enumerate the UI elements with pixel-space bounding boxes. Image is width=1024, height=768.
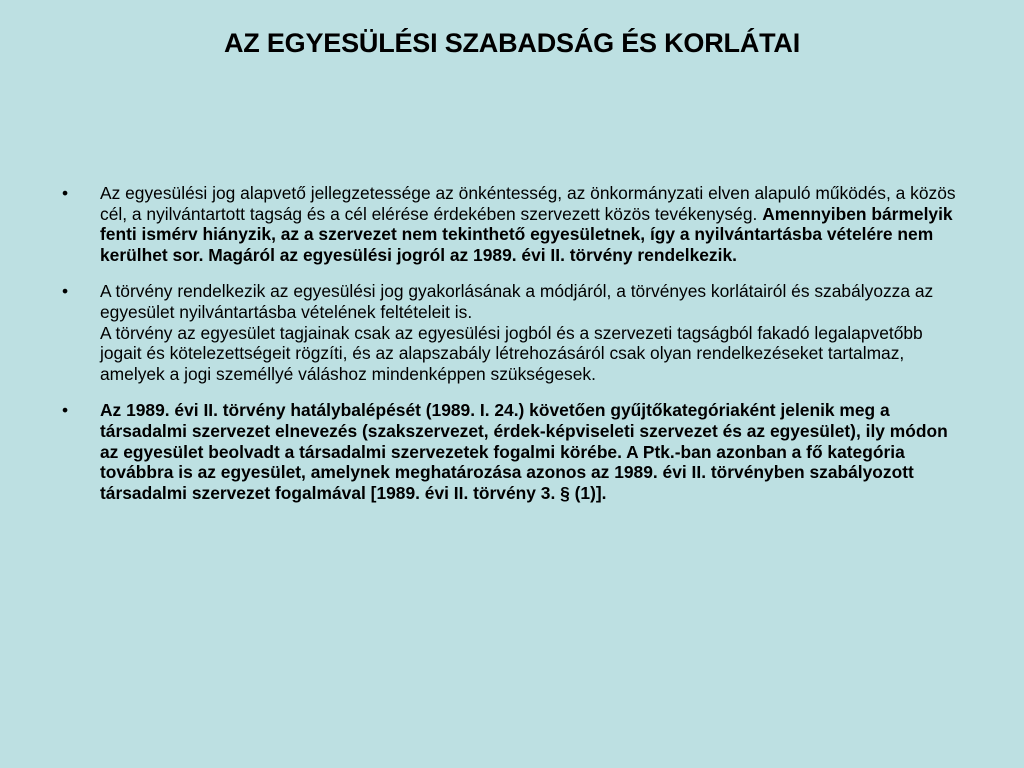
bullet-marker: •: [62, 183, 69, 203]
bullet-3-bold-text: Az 1989. évi II. törvény hatálybalépését (1989. I. 24.) követően gyűjtőkategóriaként jelenik meg a társadalmi szervezet elnevezés (szakszervezet, érdek-képviseleti szervezet és az egyesület), ily módon az egyesület beolvadt a társadalmi szervezetek fogalmi körébe. A Ptk.-ban azonban a fő kategória továbbra is az egyesület, amelynek meghatározása azonos az 1989. évi II. törvényben szabályozott társadalmi szervezet fogalmával [1989. évi II. törvény 3. § (1)].: [100, 400, 948, 503]
bullet-item-2: [62, 281, 967, 384]
bullet-2-paragraph-2: A törvény az egyesület tagjainak csak az egyesülési jogból és a szervezeti tagságból fakadó legalapvetőbb jogait és kötelezettségeit rögzíti, és az alapszabály létrehozásáról csak olyan rendelkezéseket tartalmaz, amelyek a jogi személlyé váláshoz mindenképpen szükségesek.: [100, 322, 923, 384]
bullet-item-1: [62, 183, 967, 265]
bullet-2-paragraph-1: A törvény rendelkezik az egyesülési jog gyakorlásának a módjáról, a törvényes korlátairól és szabályozza az egyesület nyilvántartásba vételének feltételeit is.: [100, 281, 934, 322]
bullet-1-text: Az egyesülési jog alapvető jellegzetessége az önkéntesség, az önkormányzati elven alapuló működés, a közös cél, a nyilvántartott tagság és a cél elérése érdekében szervezett közös tevékenység.: [100, 183, 956, 224]
bullet-list: [62, 183, 967, 519]
bullet-marker: •: [62, 400, 69, 421]
slide-title: AZ EGYESÜLÉSI SZABADSÁG ÉS KORLÁTAI: [223, 28, 801, 58]
bullet-1-bold-text: Amennyiben bármelyik fenti ismérv hiányzik, az a szervezet nem tekinthető egyesületnek, így a nyilvántartásba vételére nem kerülhet sor. Magáról az egyesülési jogról az 1989. évi II. törvény rendelkezik.: [100, 203, 953, 265]
bullet-marker: •: [62, 281, 69, 302]
bullet-item-3: [62, 400, 967, 503]
